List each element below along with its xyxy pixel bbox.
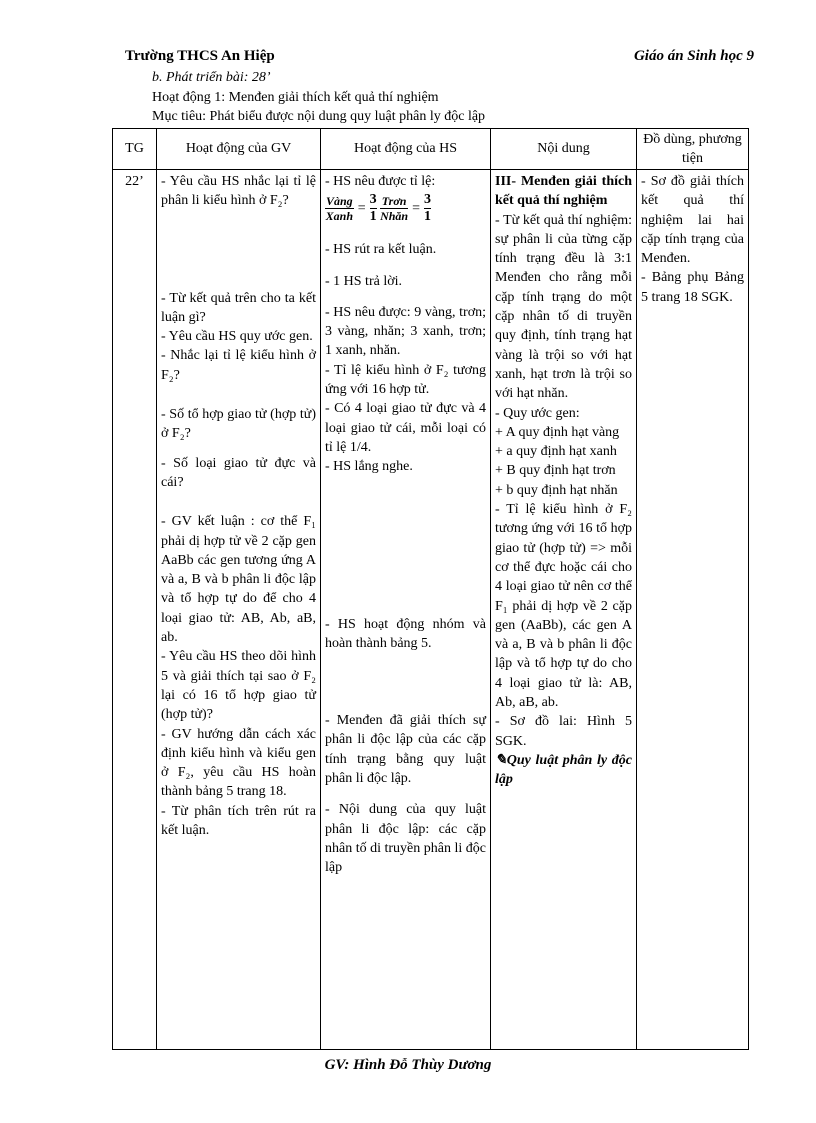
tg-cell <box>113 170 157 1050</box>
content-item: + b quy định hạt nhăn <box>495 482 618 498</box>
content-item: - Quy ước gen: <box>495 405 580 421</box>
equipment-item: - Bảng phụ Bảng 5 trang 18 SGK. <box>641 270 744 305</box>
frac-num: Trơn <box>381 194 407 209</box>
header-noidung: Nội dung <box>491 129 637 170</box>
hs-item: - 1 HS trả lời. <box>325 273 403 289</box>
school-name: Trường THCS An Hiệp <box>125 48 275 64</box>
lesson-part: b. Phát triển bài: 28’ <box>152 70 271 85</box>
content-item: + a quy định hạt xanh <box>495 444 617 460</box>
hs-item: - Tỉ lệ kiểu hình ở F₂ tương ứng với 16 hợp tử. <box>325 362 486 398</box>
hs-item: - Có 4 loại giao tử đực và 4 loại giao tử cái, mỗi loại có tỉ lệ 1/4. <box>325 401 486 455</box>
hs-item: - HS hoạt động nhóm và hoàn thành bảng 5. <box>325 616 486 651</box>
header-tg: TG <box>113 129 157 170</box>
dodung-cell <box>637 170 749 1050</box>
ratio-num: 3 <box>424 192 432 208</box>
section-title: III- Menđen giải thích kết quả thí nghiệm <box>495 174 632 209</box>
noidung-cell <box>491 170 637 1050</box>
gv-item: - Số loại giao tử đực và cái? <box>161 455 316 490</box>
hs-item: - HS nêu được: 9 vàng, trơn; 3 vàng, nhăn; 3 xanh, trơn; 1 xanh, nhăn. <box>325 304 486 359</box>
hs-cell <box>321 170 491 1050</box>
gv-cell <box>157 170 321 1050</box>
ratio-smooth-wrinkled <box>380 192 431 225</box>
header-gv: Hoạt động của GV <box>157 129 321 170</box>
content-item: + B quy định hạt trơn <box>495 463 616 479</box>
hs-item: - Menđen đã giải thích sự phân li độc lập của các cặp tính trạng bằng quy luật phân li độc lập. <box>325 713 486 787</box>
frac-den: Xanh <box>325 209 354 224</box>
hs-item: - HS rút ra kết luận. <box>325 242 437 258</box>
hs-item: - HS lắng nghe. <box>325 459 413 475</box>
hs-item: - Nội dung của quy luật phân li độc lập: các cặp nhân tố di truyền phân li độc lập <box>325 802 486 876</box>
gv-item: - Yêu cầu HS quy ước gen. <box>161 329 313 345</box>
equipment-item: - Sơ đồ giải thích kết quả thí nghiệm lai hai cặp tính trạng của Menđen. <box>641 174 744 267</box>
frac-num: Vàng <box>326 194 353 209</box>
lesson-table <box>112 128 749 1050</box>
content-item: - Sơ đồ lai: Hình 5 SGK. <box>495 714 632 749</box>
table-row <box>113 170 749 1050</box>
gv-item: - Yêu cầu HS nhắc lại tỉ lệ phân li kiểu hình ở F₂? <box>161 174 316 209</box>
header-hs: Hoạt động của HS <box>321 129 491 170</box>
content-item: + A quy định hạt vàng <box>495 424 620 440</box>
gv-item: - Số tổ hợp giao tử (hợp tử) ở F₂? <box>161 407 316 442</box>
equals-sign: = <box>357 201 366 217</box>
hs-item: - HS nêu được tỉ lệ: <box>325 174 436 189</box>
ratio-den: 1 <box>424 209 432 225</box>
ratio-yellow-green <box>325 192 377 225</box>
gv-item: - Từ kết quả trên cho ta kết luận gì? <box>161 290 316 325</box>
header-dodung: Đồ dùng, phương tiện <box>637 129 749 170</box>
ratio-den: 1 <box>369 209 377 225</box>
content-item: - Từ kết quả thí nghiệm: sự phân li của từng cặp tính trạng đều là 3:1 Menđen cho rằng mỗi cặp tính trạng do một cặp nhân tố di truyền quy định, tính trạng hạt vàng là trội so với hạt xanh, hạt trơn là trội so với hạt nhăn. <box>495 212 632 402</box>
objective: Mục tiêu: Phát biểu được nội dung quy luật phân ly độc lập <box>152 109 486 124</box>
law-heading: ✎Quy luật phân ly độc lập <box>495 752 632 788</box>
document-title: Giáo án Sinh học 9 <box>633 48 754 64</box>
gv-item: - Nhắc lại tỉ lệ kiểu hình ở F₂? <box>161 348 316 383</box>
table-header-row <box>113 129 749 170</box>
gv-item: - GV kết luận : cơ thể F₁ phải dị hợp tử về 2 cặp gen AaBb các gen tương ứng A và a, B và b phân li độc lập và tổ hợp tự do để cho 4 loại giao tử: AB, Ab, aB, ab. <box>161 514 316 646</box>
activity-title: Hoạt động 1: Menđen giải thích kết quả thí nghiệm <box>152 90 439 105</box>
gv-item: - GV hướng dẫn cách xác định kiểu hình và kiểu gen ở F₂, yêu cầu HS hoàn thành bảng 5 trang 18. <box>161 726 316 800</box>
tg-value: 22’ <box>125 174 144 189</box>
gv-item: - Yêu cầu HS theo dõi hình 5 và giải thích tại sao ở F₂ lại có 16 tổ hợp giao tử (hợp tử)? <box>161 649 316 723</box>
gv-item: - Từ phân tích trên rút ra kết luận. <box>161 803 316 839</box>
teacher-footer: GV: Hình Đỗ Thùy Dương <box>324 1057 492 1073</box>
ratio-num: 3 <box>369 192 377 208</box>
frac-den: Nhăn <box>380 209 409 224</box>
content-item: - Tỉ lệ kiểu hình ở F₂ tương ứng với 16 tổ hợp giao tử (hợp tử) => mỗi cơ thể đực hoặc cái cho 4 loại giao tử nên cơ thể F₁ phải dị hợp về 2 cặp gen (AaBb), các gen A và a, B và b phân li độc lập và tổ hợp tự do cho 4 loại giao tử là: AB, Ab, aB, ab. <box>495 502 632 711</box>
equals-sign: = <box>412 201 421 217</box>
